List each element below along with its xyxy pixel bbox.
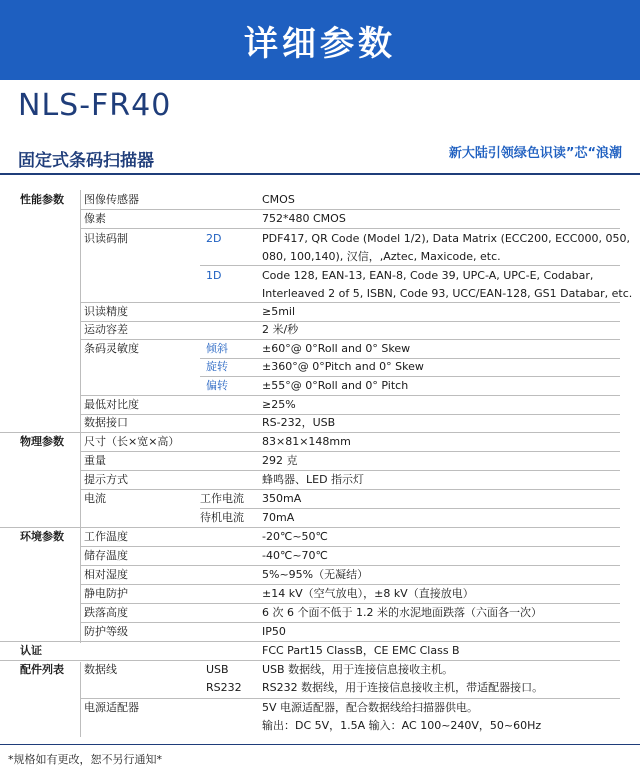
contrast-value: ≥25% [262,398,296,411]
slogan: 新大陆引领绿色识读”芯“浪潮 [448,146,622,161]
symbology-1d-label: 1D [206,269,222,282]
esd-value: ±14 kV（空气放电），±8 kV（直接放电） [262,587,474,600]
sensor-label: 图像传感器 [84,193,139,206]
indicator-value: 蜂鸣器、LED 指示灯 [262,473,365,486]
current-standby-label: 待机电流 [200,511,244,524]
model-name: NLS-FR40 [18,88,172,123]
section-environment: 环境参数 [20,530,64,543]
sensitivity-rotate-label: 旋转 [206,360,228,373]
interface-label: 数据接口 [84,416,128,429]
optemp-label: 工作温度 [84,530,128,543]
contrast-label: 最低对比度 [84,398,139,411]
pixels-label: 像素 [84,212,106,225]
cert-value: FCC Part15 ClassB，CE EMC Class B [262,644,460,657]
symbology-1d-line1: Code 128, EAN-13, EAN-8, Code 39, UPC-A, UPC-E, Codabar, [262,269,594,282]
datacable-rs232-label: RS232 [206,681,242,694]
ip-label: 防护等级 [84,625,128,638]
divider [80,190,81,643]
symbology-2d-line2: 080, 100,140), 汉信，,Aztec, Maxicode, etc. [262,250,501,263]
adapter-line1: 5V 电源适配器，配合数据线给扫描器供电。 [262,701,479,714]
section-physical: 物理参数 [20,435,64,448]
dimensions-label: 尺寸（长×宽×高） [84,435,180,448]
footer-rule [0,744,640,745]
current-label: 电流 [84,492,106,505]
symbology-2d-line1: PDF417, QR Code (Model 1/2), Data Matrix (ECC200, ECC000, 050, [262,232,630,245]
datacable-label: 数据线 [84,663,117,676]
precision-label: 识读精度 [84,305,128,318]
optemp-value: -20℃~50℃ [262,530,328,543]
humidity-label: 相对湿度 [84,568,128,581]
page-title: 详细参数 [244,23,396,64]
precision-value: ≥5mil [262,305,296,318]
sensitivity-skew-value: ±55°@ 0°Roll and 0° Pitch [262,379,409,392]
adapter-line2: 输出：DC 5V，1.5A 输入：AC 100~240V，50~60Hz [262,719,542,732]
sttemp-label: 储存温度 [84,549,128,562]
sttemp-value: -40℃~70℃ [262,549,328,562]
footnote: *规格如有更改，恕不另行通知* [8,753,162,766]
adapter-label: 电源适配器 [84,701,139,714]
drop-value: 6 次 6 个面不低于 1.2 米的水泥地面跌落（六面各一次） [262,606,542,619]
weight-value: 292 克 [262,454,298,467]
pixels-value: 752*480 CMOS [262,212,346,225]
weight-label: 重量 [84,454,106,467]
symbology-label: 识读码制 [84,232,128,245]
datacable-usb-value: USB 数据线，用于连接信息接收主机。 [262,663,454,676]
header-banner [0,0,640,80]
header-rule [0,173,640,175]
current-working-value: 350mA [262,492,302,505]
motion-value: 2 米/秒 [262,323,299,336]
current-working-label: 工作电流 [200,492,244,505]
current-standby-value: 70mA [262,511,295,524]
indicator-label: 提示方式 [84,473,128,486]
divider [80,662,81,737]
datacable-rs232-value: RS232 数据线，用于连接信息接收主机，带适配器接口。 [262,681,544,694]
symbology-2d-label: 2D [206,232,222,245]
symbology-1d-line2: Interleaved 2 of 5, ISBN, Code 93, UCC/EAN-128, GS1 Databar, etc. [262,287,633,300]
drop-label: 跌落高度 [84,606,128,619]
sensitivity-skew-label: 偏转 [206,379,228,392]
section-certification: 认证 [20,644,42,657]
section-performance: 性能参数 [20,193,64,206]
product-subtitle: 固定式条码扫描器 [18,151,154,171]
section-accessories: 配件列表 [20,663,64,676]
dimensions-value: 83×81×148mm [262,435,351,448]
sensor-value: CMOS [262,193,295,206]
motion-label: 运动容差 [84,323,128,336]
ip-value: IP50 [262,625,286,638]
sensitivity-rotate-value: ±360°@ 0°Pitch and 0° Skew [262,360,424,373]
esd-label: 静电防护 [84,587,128,600]
interface-value: RS-232，USB [262,416,336,429]
humidity-value: 5%~95%（无凝结） [262,568,369,581]
sensitivity-tilt-value: ±60°@ 0°Roll and 0° Skew [262,342,411,355]
sensitivity-label: 条码灵敏度 [84,342,139,355]
datacable-usb-label: USB [206,663,229,676]
sensitivity-tilt-label: 倾斜 [206,342,228,355]
